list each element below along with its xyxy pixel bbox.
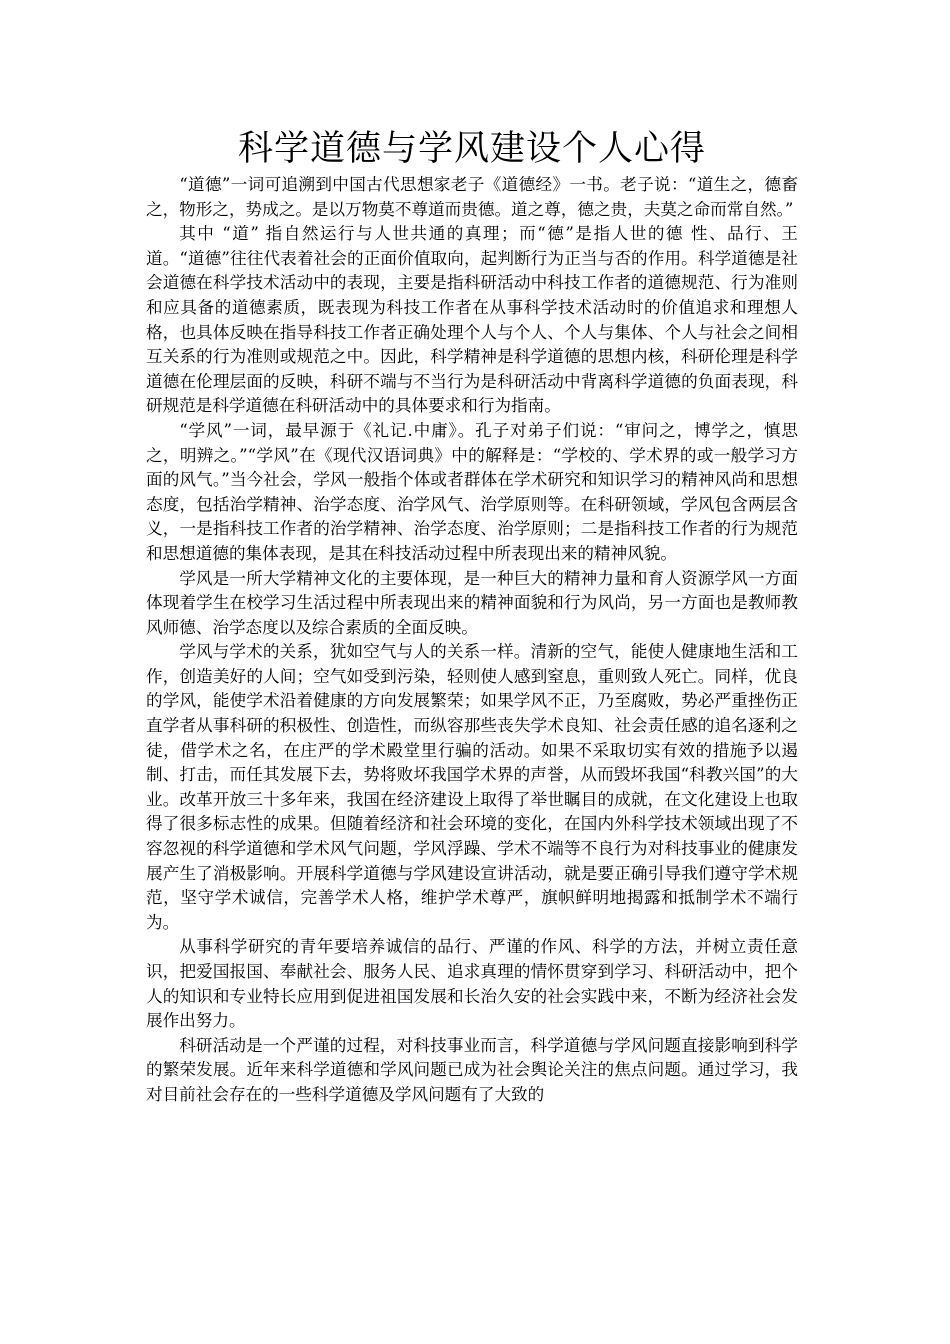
document-body xyxy=(146,173,798,1108)
paragraph-xuefeng-origin: “学风”一词，最早源于《礼记.中庸》。孔子对弟子们说：“审问之，博学之，慎思之，明辨之。”“学风”在《现代汉语词典》中的解释是：“学校的、学术界的或一般学习方面的风气。”当今社会，学风一般指个体或者群体在学术研究和知识学习的精神风尚和思想态度，包括治学精神、治学态度、治学风气、治学原则等。在科研领域，学风包含两层含义，一是指科技工作者的治学精神、治学态度、治学原则；二是指科技工作者的行为规范和思想道德的集体表现，是其在科技活动过程中所表现出来的精神风貌。 xyxy=(146,420,798,563)
paragraph-research-activity: 科研活动是一个严谨的过程，对科技事业而言，科学道德与学风问题直接影响到科学的繁荣发展。近年来科学道德和学风问题已成为社会舆论关注的焦点问题。通过学习，我对目前社会存在的一些科学道德及学风问题有了大致的 xyxy=(146,1035,798,1104)
paragraph-daode-meaning: 其中 “道” 指自然运行与人世共通的真理；而“德”是指人世的德 性、品行、王道。“道德”往往代表着社会的正面价值取向，起判断行为正当与否的作用。科学道德是社会道德在科学技术活动中的表现，主要是指科研活动中科技工作者的道德规范、行为准则和应具备的道德素质，既表现为科技工作者在从事科学技术活动时的价值追求和理想人格，也具体反映在指导科技工作者正确处理个人与个人、个人与集体、个人与社会之间相互关系的行为准则或规范之中。因此，科学精神是科学道德的思想内核，科研伦理是科学道德在伦理层面的反映，科研不端与不当行为是科研活动中背离科学道德的负面表现，科研规范是科学道德在科研活动中的具体要求和行为指南。 xyxy=(146,224,798,416)
paragraph-young-researchers: 从事科学研究的青年要培养诚信的品行、严谨的作风、科学的方法，并树立责任意识，把爱国报国、奉献社会、服务人民、追求真理的情怀贯穿到学习、科研活动中，把个人的知识和专业特长应用到促进祖国发展和长治久安的社会实践中来，不断为经济社会发展作出努力。 xyxy=(146,937,798,1031)
paragraph-daode-origin: “道德”一词可追溯到中国古代思想家老子《道德经》一书。老子说：“道生之，德畜之，物形之，势成之。是以万物莫不尊道而贵德。道之尊，德之贵，夫莫之命而常自然。” xyxy=(146,175,798,219)
document-title: 科学道德与学风建设个人心得 xyxy=(237,129,706,169)
paragraph-academic-atmosphere: 学风与学术的关系，犹如空气与人的关系一样。清新的空气，能使人健康地生活和工作，创造美好的人间；空气如受到污染，轻则使人感到窒息，重则致人死亡。同样，优良的学风，能使学术沿着健康的方向发展繁荣；如果学风不正，乃至腐败，势必严重挫伤正直学者从事科研的积极性、创造性，而纵容那些丧失学术良知、社会责任感的追名逐利之徒，借学术之名，在庄严的学术殿堂里行骗的活动。如果不采取切实有效的措施予以遏制、打击，而任其发展下去，势将败坏我国学术界的声誉，从而毁坏我国“科教兴国”的大业。改革开放三十多年来，我国在经济建设上取得了举世瞩目的成就，在文化建设上也取得了很多标志性的成果。但随着经济和社会环境的变化，在国内外科学技术领域出现了不容忽视的科学道德和学术风气问题，学风浮躁、学术不端等不良行为对科技事业的健康发展产生了消极影响。开展科学道德与学风建设宣讲活动，就是要正确引导我们遵守学术规范，坚守学术诚信，完善学术人格，维护学术尊严，旗帜鲜明地揭露和抵制学术不端行为。 xyxy=(146,642,798,932)
paragraph-university-spirit: 学风是一所大学精神文化的主要体现，是一种巨大的精神力量和育人资源学风一方面体现着学生在校学习生活过程中所表现出来的精神面貌和行为风尚，另一方面也是教师教风师德、治学态度以及综合素质的全面反映。 xyxy=(146,568,798,637)
document-page xyxy=(146,125,798,1108)
